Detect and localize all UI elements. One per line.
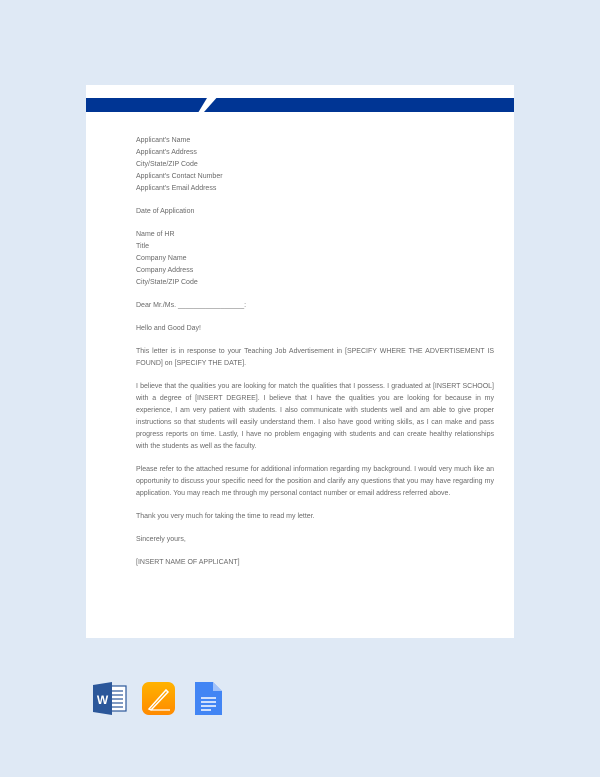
recipient-line: Name of HR	[136, 231, 175, 238]
recipient-line: Company Name	[136, 255, 187, 262]
header-bar-right	[204, 98, 514, 112]
google-docs-icon[interactable]	[190, 681, 225, 716]
header-bar-left	[86, 98, 207, 112]
recipient-line: Title	[136, 243, 149, 250]
sender-line: Applicant's Email Address	[136, 185, 217, 192]
letter-body	[136, 135, 494, 569]
salutation: Dear Mr./Ms. _________________:	[136, 302, 247, 309]
paragraph: Please refer to the attached resume for additional information regarding my background. I would very much like an opportunity to discuss your specific need for the position and clarify any questions that you may have regarding my application. You may reach me through my personal contact number or email address referred above.	[136, 466, 494, 497]
apple-pages-icon[interactable]	[141, 681, 176, 716]
sender-line: City/State/ZIP Code	[136, 161, 198, 168]
closing: Sincerely yours,	[136, 536, 186, 543]
recipient-line: Company Address	[136, 267, 194, 274]
ms-word-icon[interactable]	[92, 681, 127, 716]
format-icons	[92, 681, 225, 716]
recipient-line: City/State/ZIP Code	[136, 279, 198, 286]
paragraph: This letter is in response to your Teaching Job Advertisement in [SPECIFY WHERE THE ADVERTISEMENT IS FOUND] on [SPECIFY THE DATE].	[136, 348, 494, 367]
sender-line: Applicant's Contact Number	[136, 173, 223, 180]
paragraph: Thank you very much for taking the time to read my letter.	[136, 513, 315, 520]
sender-line: Applicant's Name	[136, 137, 191, 144]
date-line: Date of Application	[136, 208, 195, 215]
letter-page	[86, 85, 514, 638]
greeting: Hello and Good Day!	[136, 325, 201, 332]
svg-text:W: W	[96, 693, 109, 707]
sender-line: Applicant's Address	[136, 149, 197, 156]
signature: [INSERT NAME OF APPLICANT]	[136, 559, 240, 566]
paragraph: I believe that the qualities you are looking for match the qualities that I possess. I graduated at [INSERT SCHOOL] with a degree of [INSERT DEGREE]. I believe that I have the qualities you are looking for because in my experience, I am very patient with students. I also communicate with students well and am able to give proper instructions so that students will easily understand them. I also have good writing skills, as I can make and pass progress reports on time. Lastly, I have no problem engaging with students and can create healthy relationships with the students as well as the faculty.	[136, 383, 494, 450]
